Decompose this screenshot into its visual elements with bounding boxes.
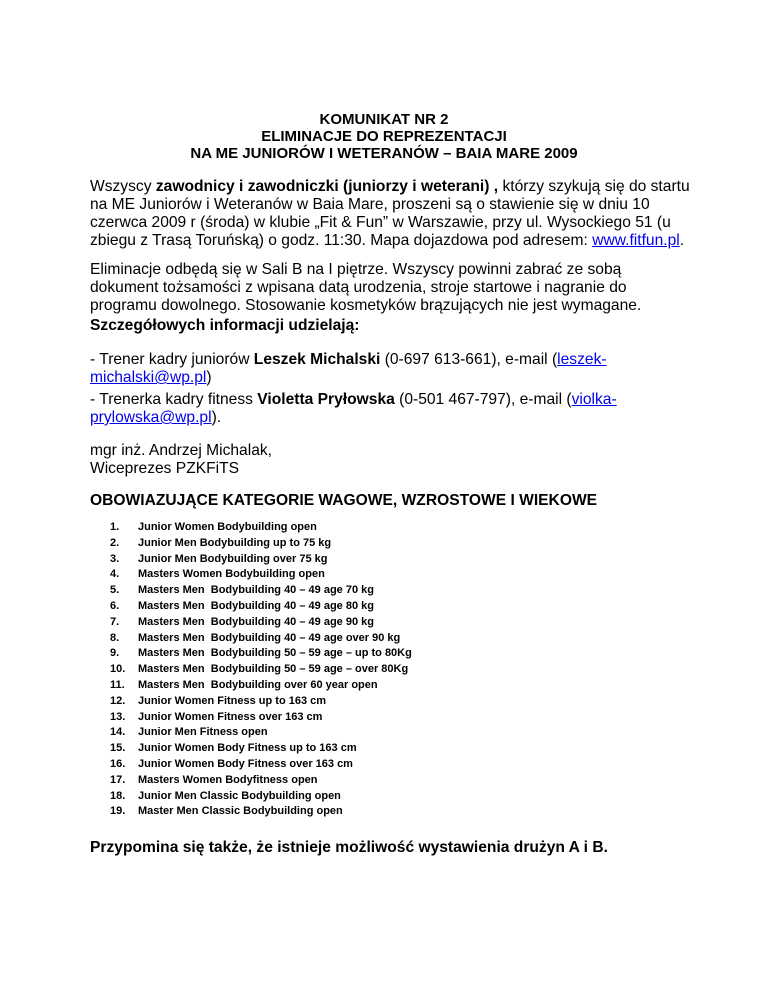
list-item: 12. Junior Women Fitness up to 163 cm <box>110 694 327 707</box>
contact2-middle: (0-501 467-797), e-mail ( <box>394 391 572 408</box>
header-line-1: KOMUNIKAT NR 2 <box>319 111 449 128</box>
contact1-name: Leszek Michalski <box>253 351 381 368</box>
categories-list <box>110 520 412 820</box>
fitfun-link[interactable]: www.fitfun.pl <box>592 232 680 249</box>
list-item: 11. Masters Men Bodybuilding over 60 year open <box>110 678 378 691</box>
contact-junior-trainer <box>90 351 690 387</box>
list-item: 14. Junior Men Fitness open <box>110 726 268 739</box>
contact1-email-link[interactable]: leszek-michalski@wp.pl <box>90 351 607 386</box>
list-item: 7. Masters Men Bodybuilding 40 – 49 age 90 kg <box>110 615 374 628</box>
intro-end: . <box>679 232 685 249</box>
contact2-suffix: ). <box>211 409 222 426</box>
list-item: 16. Junior Women Body Fitness over 163 cm <box>110 757 353 770</box>
intro-text-2: którzy szykują się do startu na ME Juniorów i Weteranów w Baia Mare, proszeni są o stawienie się w dniu 10 czerwca 2009 r (środa) w klubie „Fit & Fun” w Warszawie, przy ul. Wysockiego 51 (u zbiegu z Trasą Toruńską) o godz. 11:30. Mapa dojazdowa pod adresem: <box>90 178 690 249</box>
list-item: 9. Masters Men Bodybuilding 50 – 59 age – up to 80Kg <box>110 647 412 660</box>
contact2-prefix: - Trenerka kadry fitness <box>90 391 258 408</box>
intro-paragraph <box>90 178 690 250</box>
list-item: 1. Junior Women Bodybuilding open <box>110 521 317 533</box>
info-paragraph: Eliminacje odbędą się w Sali B na I piętrze. Wszyscy powinni zabrać ze sobą dokument tożsamości z wpisana datą urodzenia, stroje startowe i nagranie do programu dowolnego. Stosowanie kosmetyków brązujących nie jest wymagane. <box>90 261 642 314</box>
list-item: 3. Junior Men Bodybuilding over 75 kg <box>110 552 328 565</box>
list-item: 2. Junior Men Bodybuilding up to 75 kg <box>110 536 332 549</box>
list-item: 4. Masters Women Bodybuilding open <box>110 568 325 581</box>
categories-heading: OBOWIAZUJĄCE KATEGORIE WAGOWE, WZROSTOWE I WIEKOWE <box>90 492 598 509</box>
signature-name: mgr inż. Andrzej Michalak, <box>90 442 272 459</box>
intro-bold-participants: zawodnicy i zawodniczki (juniorzy i weterani) , <box>155 178 499 195</box>
list-item: 13. Junior Women Fitness over 163 cm <box>110 710 323 723</box>
closing-note: Przypomina się także, że istnieje możliwość wystawienia drużyn A i B. <box>90 839 608 856</box>
list-item: 19. Master Men Classic Bodybuilding open <box>110 805 343 818</box>
intro-text-1: Wszyscy <box>90 178 156 195</box>
contact-heading: Szczegółowych informacji udzielają: <box>90 317 360 334</box>
list-item: 8. Masters Men Bodybuilding 40 – 49 age over 90 kg <box>110 631 401 644</box>
list-item: 10. Masters Men Bodybuilding 50 – 59 age – over 80Kg <box>110 663 409 676</box>
contact1-middle: (0-697 613-661), e-mail ( <box>380 351 558 368</box>
contact1-prefix: - Trener kadry juniorów <box>90 351 254 368</box>
contact1-suffix: ) <box>206 369 212 386</box>
list-item: 15. Junior Women Body Fitness up to 163 cm <box>110 742 357 755</box>
list-item: 18. Junior Men Classic Bodybuilding open <box>110 789 341 802</box>
contact-fitness-trainer <box>90 391 690 427</box>
header-line-3: NA ME JUNIORÓW I WETERANÓW – BAIA MARE 2009 <box>190 145 578 162</box>
signature-role: Wiceprezes PZKFiTS <box>90 460 240 477</box>
contact2-name: Violetta Pryłowska <box>257 391 395 408</box>
list-item: 6. Masters Men Bodybuilding 40 – 49 age 80 kg <box>110 599 374 612</box>
header-line-2: ELIMINACJE DO REPREZENTACJI <box>261 128 507 145</box>
list-item: 17. Masters Women Bodyfitness open <box>110 773 318 786</box>
contact2-email-link[interactable]: violka-prylowska@wp.pl <box>90 391 617 426</box>
list-item: 5. Masters Men Bodybuilding 40 – 49 age 70 kg <box>110 584 374 597</box>
